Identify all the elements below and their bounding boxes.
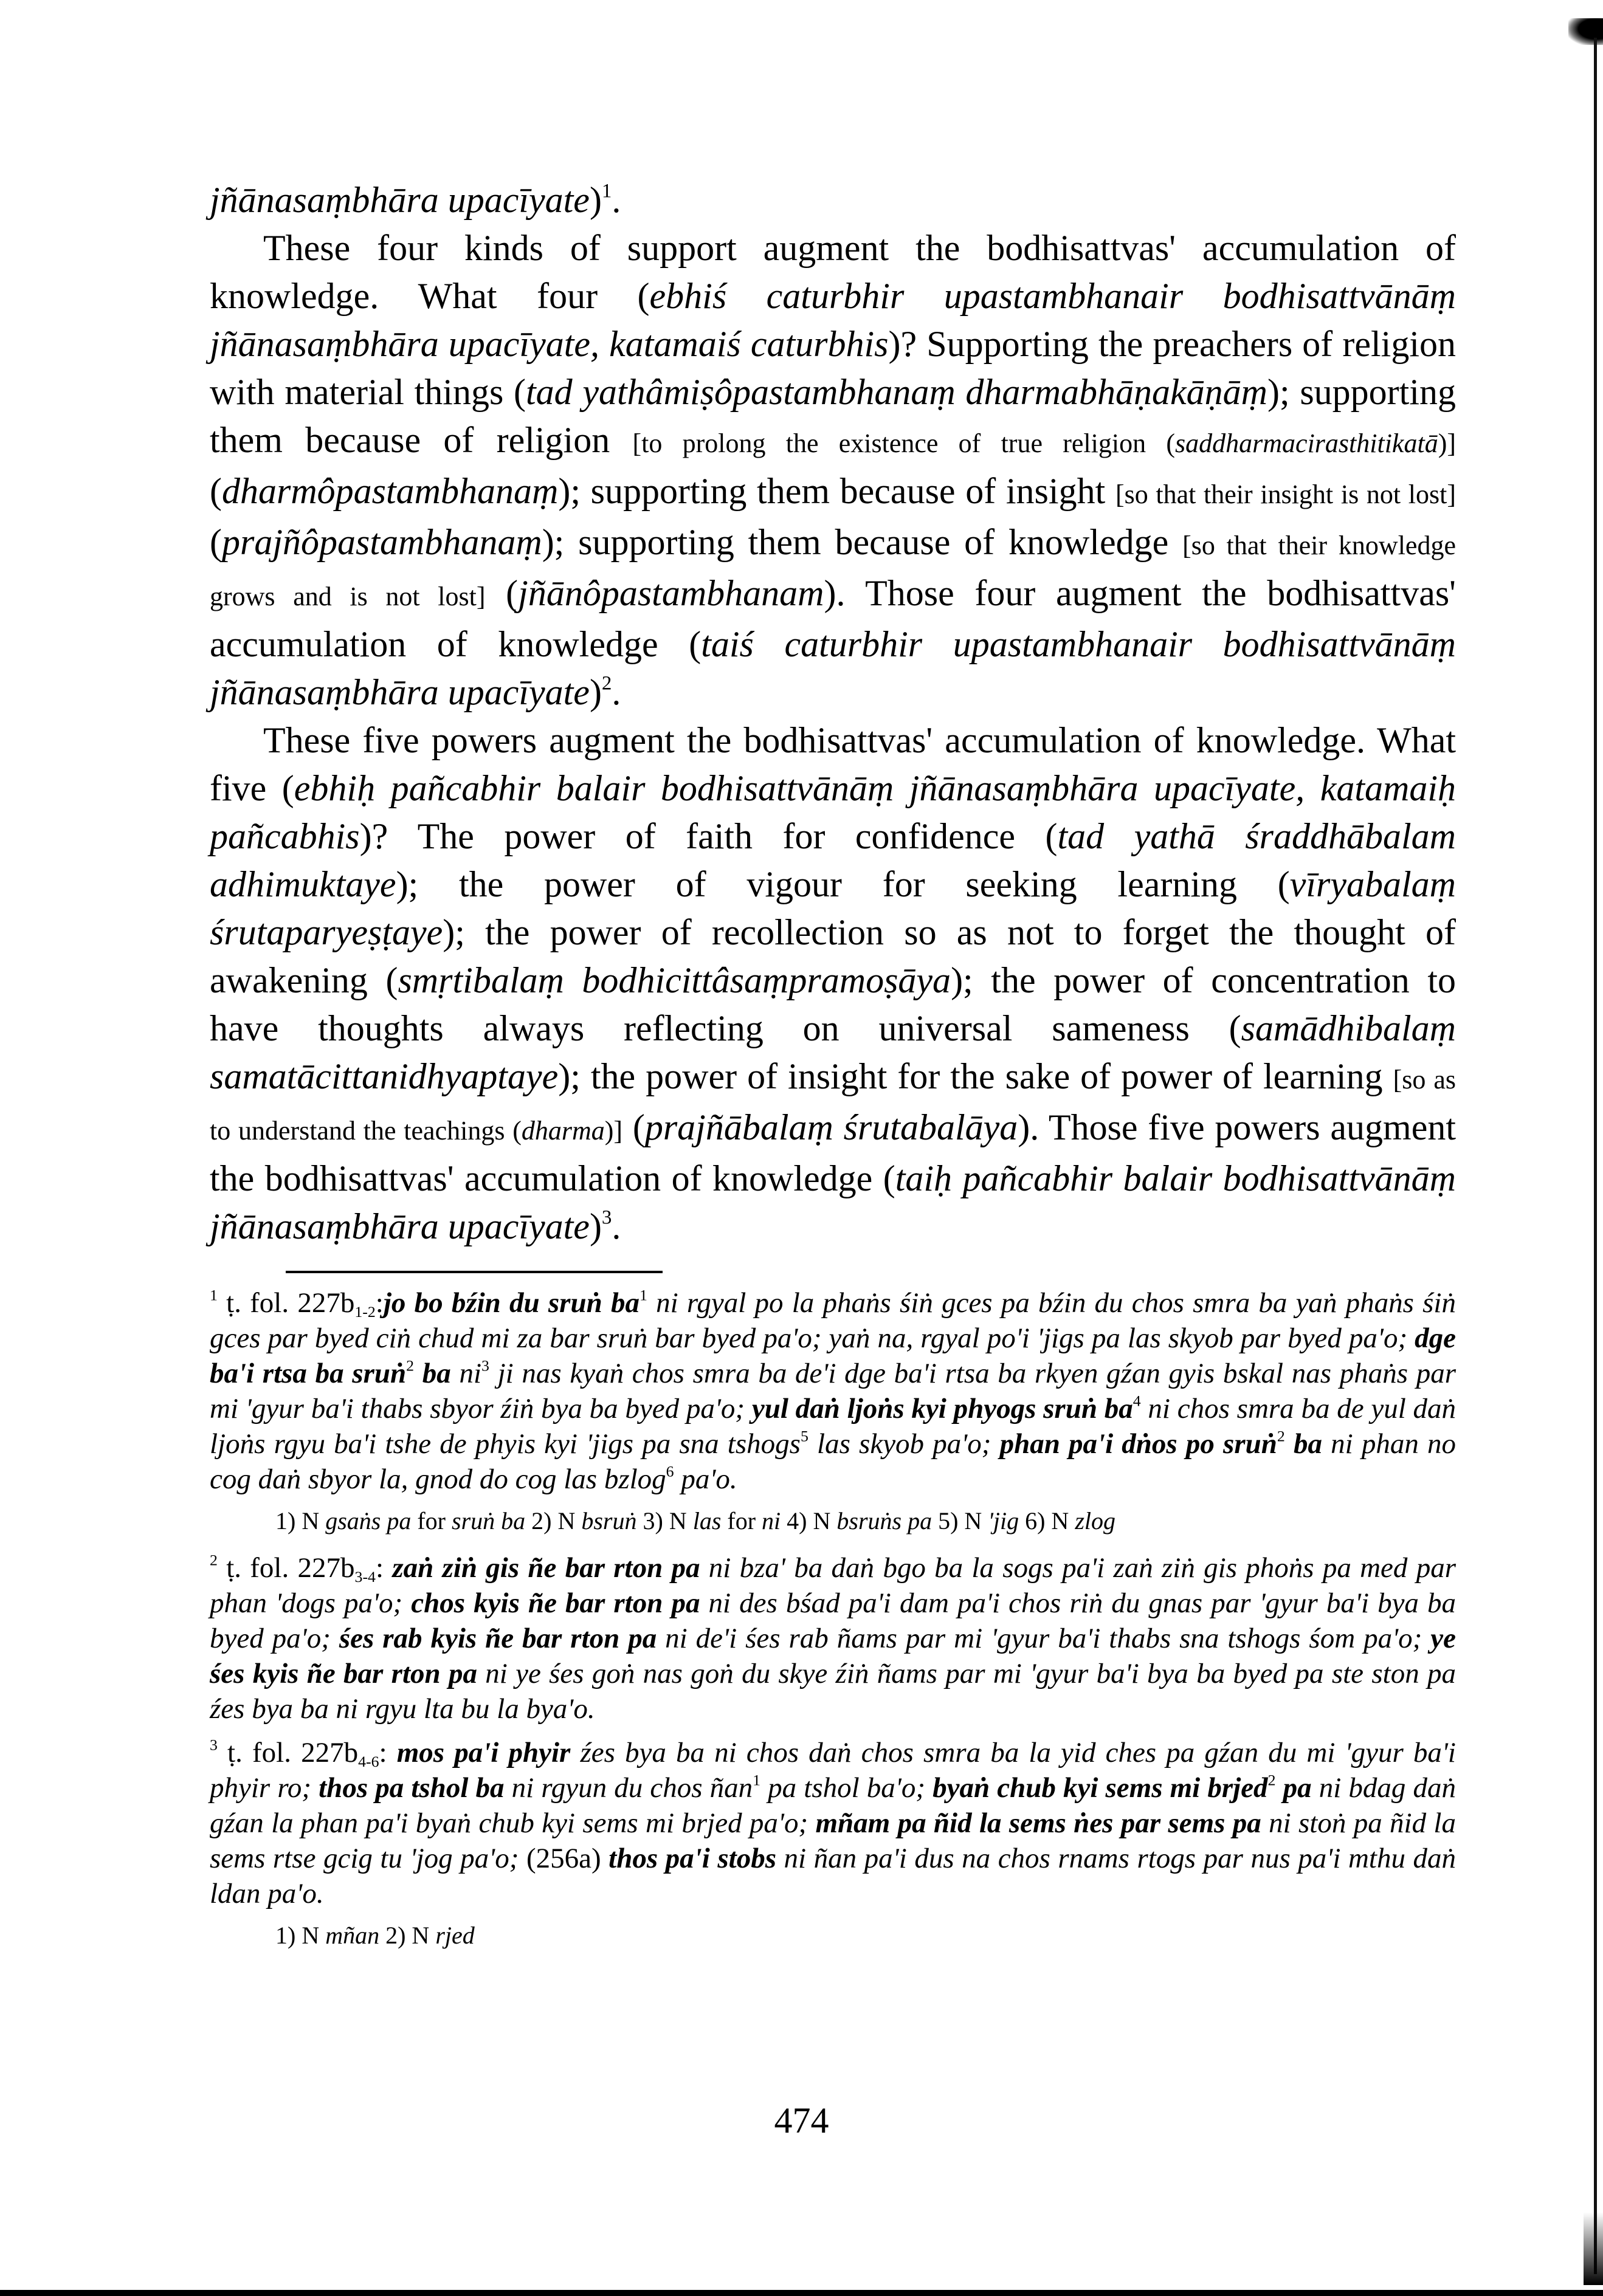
text: (256a)	[526, 1843, 609, 1874]
footnote-separator	[286, 1271, 663, 1273]
text: ); supporting them because of knowledge	[542, 522, 1183, 562]
tibetan-commentary: ni rgyun du chos ñan	[504, 1772, 753, 1804]
tibetan-lemma: mñam pa ñid la sems ṅes par sems pa	[815, 1807, 1261, 1839]
tibetan-commentary: las skyob pa'o;	[808, 1428, 1000, 1460]
page-edge-shadow	[1594, 38, 1597, 2274]
text: )]	[1438, 428, 1456, 458]
variant-reading: zlog	[1075, 1507, 1115, 1535]
text: for	[411, 1507, 452, 1535]
footnotes	[210, 1285, 1456, 1965]
footnote-ref[interactable]: 1	[601, 180, 612, 202]
tibetan-lemma: thos pa tshol ba	[319, 1772, 505, 1804]
tibetan-commentary: ni bza' ba daṅ bgo ba la sogs pa'i zaṅ ziṅ gis phoṅs pa med par phan 'dogs pa'o;	[210, 1552, 1456, 1619]
variant-reading: rjed	[435, 1922, 475, 1949]
variant-reading: gsaṅs pa	[325, 1507, 412, 1535]
variant-readings	[275, 1505, 1456, 1537]
tibetan-lemma: mos pa'i phyir	[387, 1737, 571, 1768]
sanskrit-phrase: taiś caturbhir upastambhanair bodhisattvānāṃ jñānasaṃbhāra upacīyate	[210, 624, 1456, 712]
footnote-3	[210, 1735, 1456, 1911]
sanskrit-phrase: ebhiś caturbhir upastambhanair bodhisattvānāṃ jñānasaṃbhāra upacīyate, katamaiś caturbhis	[210, 276, 1456, 364]
sanskrit-phrase: taiḥ pañcabhir balair bodhisattvānāṃ jñānasaṃbhāra upacīyate	[210, 1158, 1456, 1246]
sanskrit-phrase: smṛtibalaṃ bodhicittâsaṃpramoṣāya	[398, 960, 951, 1000]
footnote-marker: 1	[210, 1286, 218, 1304]
scan-artifact-bottom	[1584, 2212, 1603, 2285]
tibetan-commentary: pa'o.	[674, 1463, 737, 1495]
variant-label: 1) N	[275, 1507, 326, 1535]
tibetan-lemma: byaṅ chub kyi sems mi brjed	[932, 1772, 1268, 1804]
text: )]	[604, 1116, 623, 1146]
text: :	[375, 1552, 384, 1584]
variant-ref: 6	[666, 1462, 674, 1480]
bracketed-gloss: [so that their insight is not lost]	[1115, 479, 1456, 509]
tibetan-lemma: dge ba'i rtsa ba sruṅ	[210, 1322, 1456, 1389]
tibetan-commentary: ni ye śes goṅ nas goṅ du skye źiṅ ñams par mi 'gyur ba'i bya ba byed pa ste ston pa źes bya ba ni rgyu lta bu la bya'o.	[210, 1658, 1456, 1725]
variant-label: 1) N	[275, 1922, 326, 1949]
footnote-ref[interactable]: 2	[601, 672, 612, 695]
variant-ref: 5	[800, 1427, 808, 1445]
tibetan-commentary: ni phan no cog daṅ sbyor la, gnod do cog las bzlog	[210, 1428, 1456, 1495]
tibetan-lemma: jo bo bźin du sruṅ ba	[383, 1287, 639, 1319]
bracketed-gloss	[632, 428, 1456, 458]
text: [to prolong the existence of true religion (	[632, 428, 1176, 458]
sanskrit-phrase: samādhibalaṃ samatācittanidhyaptaye	[210, 1008, 1456, 1096]
variant-reading: bsruṅ	[581, 1507, 637, 1535]
variant-ref: 2	[1277, 1427, 1285, 1445]
scan-artifact-corner	[1568, 18, 1603, 45]
tibetan-lemma: ba	[414, 1358, 451, 1389]
variant-lemma: sruṅ ba	[452, 1507, 526, 1535]
footnote-1	[210, 1285, 1456, 1497]
text: ); the power of concentration to have thoughts always reflecting on universal sameness (	[210, 960, 1456, 1048]
variant-label: 6) N	[1019, 1507, 1075, 1535]
tibetan-commentary: źes bya ba ni chos daṅ chos smra ba la yid ches pa gźan du mi 'gyur ba'i phyir ro;	[210, 1737, 1456, 1804]
paragraph-continuation	[210, 176, 1456, 224]
sanskrit-phrase: prajñābalaṃ śrutabalāya	[644, 1107, 1018, 1147]
footnote-2	[210, 1550, 1456, 1727]
tibetan-commentary: ni rgyal po la phaṅs śiṅ gces pa bźin du chos smra ba yaṅ phaṅs śiṅ gces par byed ciṅ chud mi za bar sruṅ bar byed pa'o; yaṅ na, rgyal po'i 'jigs pa las skyob par byed pa'o;	[210, 1287, 1456, 1354]
variant-readings	[275, 1920, 1456, 1951]
sanskrit-phrase: dharmôpastambhanaṃ	[221, 471, 559, 511]
folio-reference: ṭ. fol. 227b	[217, 1287, 355, 1319]
text: ); supporting them because of insight	[558, 471, 1115, 511]
text: )	[589, 1206, 602, 1246]
text: ). Those four augment the bodhisattvas' accumulation of knowledge (	[210, 573, 1456, 664]
main-body-text	[210, 176, 1456, 1251]
text: (	[485, 573, 519, 613]
text: (	[210, 471, 222, 511]
folio-reference: ṭ. fol. 227b	[217, 1552, 355, 1584]
folio-lines: 3-4	[354, 1567, 376, 1586]
variant-ref: 2	[406, 1356, 415, 1375]
tibetan-commentary: ji nas kyaṅ chos smra ba de'i dge ba'i rtsa ba rkyen gźan gyis bskal nas phaṅs par mi 'gyur ba'i thabs sbyor źiṅ bya ba byed pa'o;	[210, 1358, 1456, 1425]
variant-reading: mñan	[325, 1922, 380, 1949]
folio-reference: ṭ. fol. 227b	[217, 1737, 359, 1768]
tibetan-commentary: pa tshol ba'o;	[760, 1772, 933, 1804]
tibetan-commentary: ni des bśad pa'i dam pa'i chos riṅ du gnas par 'gyur ba'i bya ba byed pa'o;	[210, 1587, 1456, 1654]
text: ); the power of insight for the sake of power of learning	[558, 1056, 1393, 1096]
variant-reading: 'jig	[988, 1507, 1019, 1535]
tibetan-commentary: ni chos smra ba de yul daṅ ljoṅs rgyu ba'i tshe de phyis kyi 'jigs pa sna tshogs	[210, 1393, 1456, 1460]
variant-ref: 1	[639, 1286, 647, 1304]
page-number: 474	[774, 2100, 829, 2140]
paragraph-five-powers	[210, 717, 1456, 1251]
tibetan-lemma: śes rab kyis ñe bar rton pa	[339, 1623, 657, 1654]
sanskrit-phrase: jñānasaṃbhāra upacīyate	[210, 180, 590, 220]
sanskrit-phrase: tad yathā śraddhābalam adhimuktaye	[210, 816, 1456, 904]
text: )	[589, 672, 602, 712]
tibetan-commentary: ni bdag daṅ gźan la phan pa'i byaṅ chub kyi sems mi brjed pa'o;	[210, 1772, 1456, 1839]
text: )? Supporting the preachers of religion with material things (	[210, 324, 1456, 412]
text: ); the power of recollection so as not to forget the thought of awakening (	[210, 912, 1456, 1000]
variant-label: 2) N	[525, 1507, 582, 1535]
tibetan-commentary: ni de'i śes rab ñams par mi 'gyur ba'i thabs sna tshogs śom pa'o;	[657, 1623, 1431, 1654]
tibetan-lemma: chos kyis ñe bar rton pa	[411, 1587, 700, 1619]
tibetan-commentary: ni	[450, 1358, 482, 1389]
tibetan-lemma: zaṅ ziṅ gis ñe bar rton pa	[384, 1552, 700, 1584]
footnote-marker: 2	[210, 1551, 218, 1569]
bracketed-gloss: [so that their knowledge grows and is not lost]	[210, 531, 1456, 611]
text: ). Those five powers augment the bodhisattvas' accumulation of knowledge (	[210, 1107, 1456, 1198]
sanskrit-phrase: ebhiḥ pañcabhir balair bodhisattvānāṃ jñānasaṃbhāra upacīyate, katamaiḥ pañcabhis	[210, 768, 1456, 856]
sanskrit-phrase: dharma	[521, 1116, 605, 1146]
tibetan-lemma: phan pa'i dṅos po sruṅ	[999, 1428, 1277, 1460]
variant-ref: 3	[481, 1356, 489, 1375]
variant-reading: las	[692, 1507, 722, 1535]
sanskrit-phrase: saddharmacirasthitikatā	[1175, 428, 1438, 458]
text: These five powers augment the bodhisattvas' accumulation of knowledge. What five (	[210, 720, 1456, 808]
variant-reading: bsruṅs pa	[836, 1507, 932, 1535]
text: for	[721, 1507, 762, 1535]
folio-lines: 1-2	[354, 1302, 376, 1321]
sanskrit-phrase: vīryabalaṃ śrutaparyeṣṭaye	[210, 864, 1456, 952]
variant-lemma: ni	[762, 1507, 781, 1535]
tibetan-lemma: yul daṅ ljoṅs kyi phyogs sruṅ ba	[751, 1393, 1133, 1425]
text: ); supporting them because of religion	[210, 372, 1456, 460]
text: .	[612, 1206, 621, 1246]
text: .	[612, 672, 621, 712]
variant-ref: 2	[1267, 1771, 1276, 1789]
text: :	[375, 1287, 384, 1319]
text: :	[379, 1737, 387, 1768]
folio-lines: 4-6	[358, 1752, 379, 1770]
footnote-marker: 3	[210, 1736, 218, 1754]
sanskrit-phrase: tad yathâmiṣôpastambhanaṃ dharmabhāṇakāṇāṃ	[525, 372, 1267, 412]
tibetan-lemma: thos pa'i stobs	[608, 1843, 776, 1874]
text: )	[589, 180, 602, 220]
variant-ref: 4	[1132, 1392, 1141, 1410]
text: (	[210, 522, 222, 562]
sanskrit-phrase: jñānôpastambhanam	[518, 573, 824, 613]
tibetan-commentary: ni stoṅ pa ñid la sems rtse gcig tu 'jog pa'o;	[210, 1807, 1456, 1874]
tibetan-lemma: pa	[1275, 1772, 1312, 1804]
text: .	[612, 180, 621, 220]
tibetan-commentary: ni ñan pa'i dus na chos rnams rtogs par nus pa'i mthu daṅ ldan pa'o.	[210, 1843, 1456, 1909]
variant-label: 5) N	[932, 1507, 988, 1535]
tibetan-lemma: ye śes kyis ñe bar rton pa	[210, 1623, 1456, 1689]
text: (	[622, 1107, 645, 1147]
footnote-ref[interactable]: 3	[601, 1206, 612, 1229]
paragraph-four-supports	[210, 224, 1456, 717]
variant-label: 3) N	[636, 1507, 693, 1535]
text: [so as to understand the teachings (	[210, 1065, 1456, 1146]
text: These four kinds of support augment the bodhisattvas' accumulation of knowledge. What four (	[210, 228, 1456, 316]
sanskrit-phrase: prajñôpastambhanaṃ	[221, 522, 542, 562]
variant-ref: 1	[753, 1771, 761, 1789]
text: ); the power of vigour for seeking learning (	[396, 864, 1290, 904]
variant-label: 2) N	[379, 1922, 436, 1949]
variant-label: 4) N	[781, 1507, 837, 1535]
text: )? The power of faith for confidence (	[359, 816, 1058, 856]
scan-bottom-border	[0, 2290, 1603, 2296]
tibetan-lemma: ba	[1284, 1428, 1322, 1460]
